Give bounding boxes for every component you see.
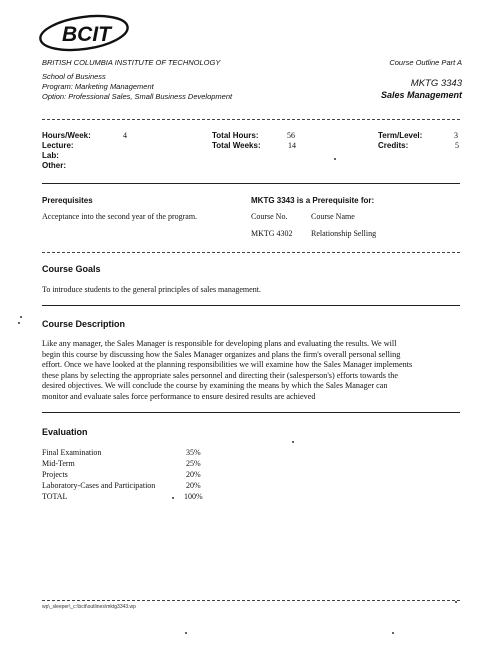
is-prerequisite-heading: MKTG 3343 is a Prerequisite for: bbox=[251, 196, 375, 205]
scan-speck bbox=[392, 632, 394, 634]
scan-speck bbox=[172, 497, 174, 499]
footer-path: wp\_sleeper\_c:\bcit\outlines\mktg3343.wp bbox=[42, 604, 136, 610]
col-course-name: Course Name bbox=[311, 212, 355, 221]
divider bbox=[42, 305, 460, 306]
scan-speck bbox=[455, 601, 457, 603]
credits-label: Credits: bbox=[378, 141, 409, 150]
hours-week-value: 4 bbox=[123, 131, 127, 140]
prerequisites-heading: Prerequisites bbox=[42, 196, 93, 205]
description-text bbox=[42, 339, 467, 403]
prereq-course-no: MKTG 4302 bbox=[251, 229, 293, 238]
scan-speck bbox=[18, 322, 20, 324]
eval-item-value: 35% bbox=[186, 448, 201, 457]
divider bbox=[42, 183, 460, 184]
term-label: Term/Level: bbox=[378, 131, 423, 140]
term-value: 3 bbox=[454, 131, 458, 140]
goals-heading: Course Goals bbox=[42, 264, 101, 274]
description-line: effort. Once we have looked at the planning responsibilities we will examine how the Sales Manager implements bbox=[42, 360, 413, 370]
scan-speck bbox=[292, 441, 294, 443]
outline-label: Course Outline Part A bbox=[389, 58, 462, 67]
scan-speck bbox=[334, 158, 336, 160]
divider bbox=[42, 119, 460, 120]
col-course-no: Course No. bbox=[251, 212, 288, 221]
eval-item-label: Projects bbox=[42, 470, 68, 479]
scan-speck bbox=[20, 316, 22, 318]
eval-item-label: Mid-Term bbox=[42, 459, 75, 468]
logo-text: BCIT bbox=[62, 23, 111, 46]
bcit-logo bbox=[38, 14, 130, 52]
lecture-label: Lecture: bbox=[42, 141, 74, 150]
credits-value: 5 bbox=[455, 141, 459, 150]
institute-name: BRITISH COLUMBIA INSTITUTE OF TECHNOLOGY bbox=[42, 58, 221, 67]
eval-item-label: TOTAL bbox=[42, 492, 68, 501]
description-line: monitor and evaluate sales force performance to ensure desired results are achieved bbox=[42, 391, 316, 401]
course-title: Sales Management bbox=[380, 90, 462, 100]
option-name: Option: Professional Sales, Small Business Development bbox=[42, 92, 233, 101]
total-weeks-label: Total Weeks: bbox=[212, 141, 261, 150]
description-line: these plans by selecting the appropriate sales personnel and directing their (salesperson's) efforts towards the bbox=[42, 370, 399, 380]
divider bbox=[42, 600, 460, 601]
prereq-course-name: Relationship Selling bbox=[311, 229, 377, 238]
prerequisites-text: Acceptance into the second year of the program. bbox=[42, 212, 198, 221]
goals-text: To introduce students to the general principles of sales management. bbox=[42, 285, 261, 294]
hours-week-label: Hours/Week: bbox=[42, 131, 91, 140]
lab-label: Lab: bbox=[42, 151, 59, 160]
eval-item-value: 100% bbox=[184, 492, 203, 501]
description-line: desired objectives. We will conclude the course by examining the means by which the Sales Manager can bbox=[42, 381, 388, 391]
eval-item-value: 20% bbox=[186, 481, 201, 490]
eval-item-label: Laboratory-Cases and Participation bbox=[42, 481, 156, 490]
description-line: Like any manager, the Sales Manager is responsible for developing plans and evaluating the results. We will bbox=[42, 339, 397, 348]
eval-item-value: 25% bbox=[186, 459, 201, 468]
divider bbox=[42, 252, 460, 253]
description-heading: Course Description bbox=[42, 319, 126, 329]
scan-speck bbox=[185, 632, 187, 634]
course-code: MKTG 3343 bbox=[410, 78, 462, 89]
eval-item-value: 20% bbox=[186, 470, 201, 479]
school-name: School of Business bbox=[42, 72, 106, 81]
program-name: Program: Marketing Management bbox=[42, 82, 154, 91]
other-label: Other: bbox=[42, 161, 66, 170]
evaluation-heading: Evaluation bbox=[42, 427, 88, 437]
total-weeks-value: 14 bbox=[288, 141, 296, 150]
eval-item-label: Final Examination bbox=[42, 448, 102, 457]
divider bbox=[42, 412, 460, 413]
description-line: begin this course by discussing how the Sales Manager organizes and plans the firm's overall personal selling bbox=[42, 349, 401, 359]
total-hours-label: Total Hours: bbox=[212, 131, 259, 140]
total-hours-value: 56 bbox=[287, 131, 295, 140]
